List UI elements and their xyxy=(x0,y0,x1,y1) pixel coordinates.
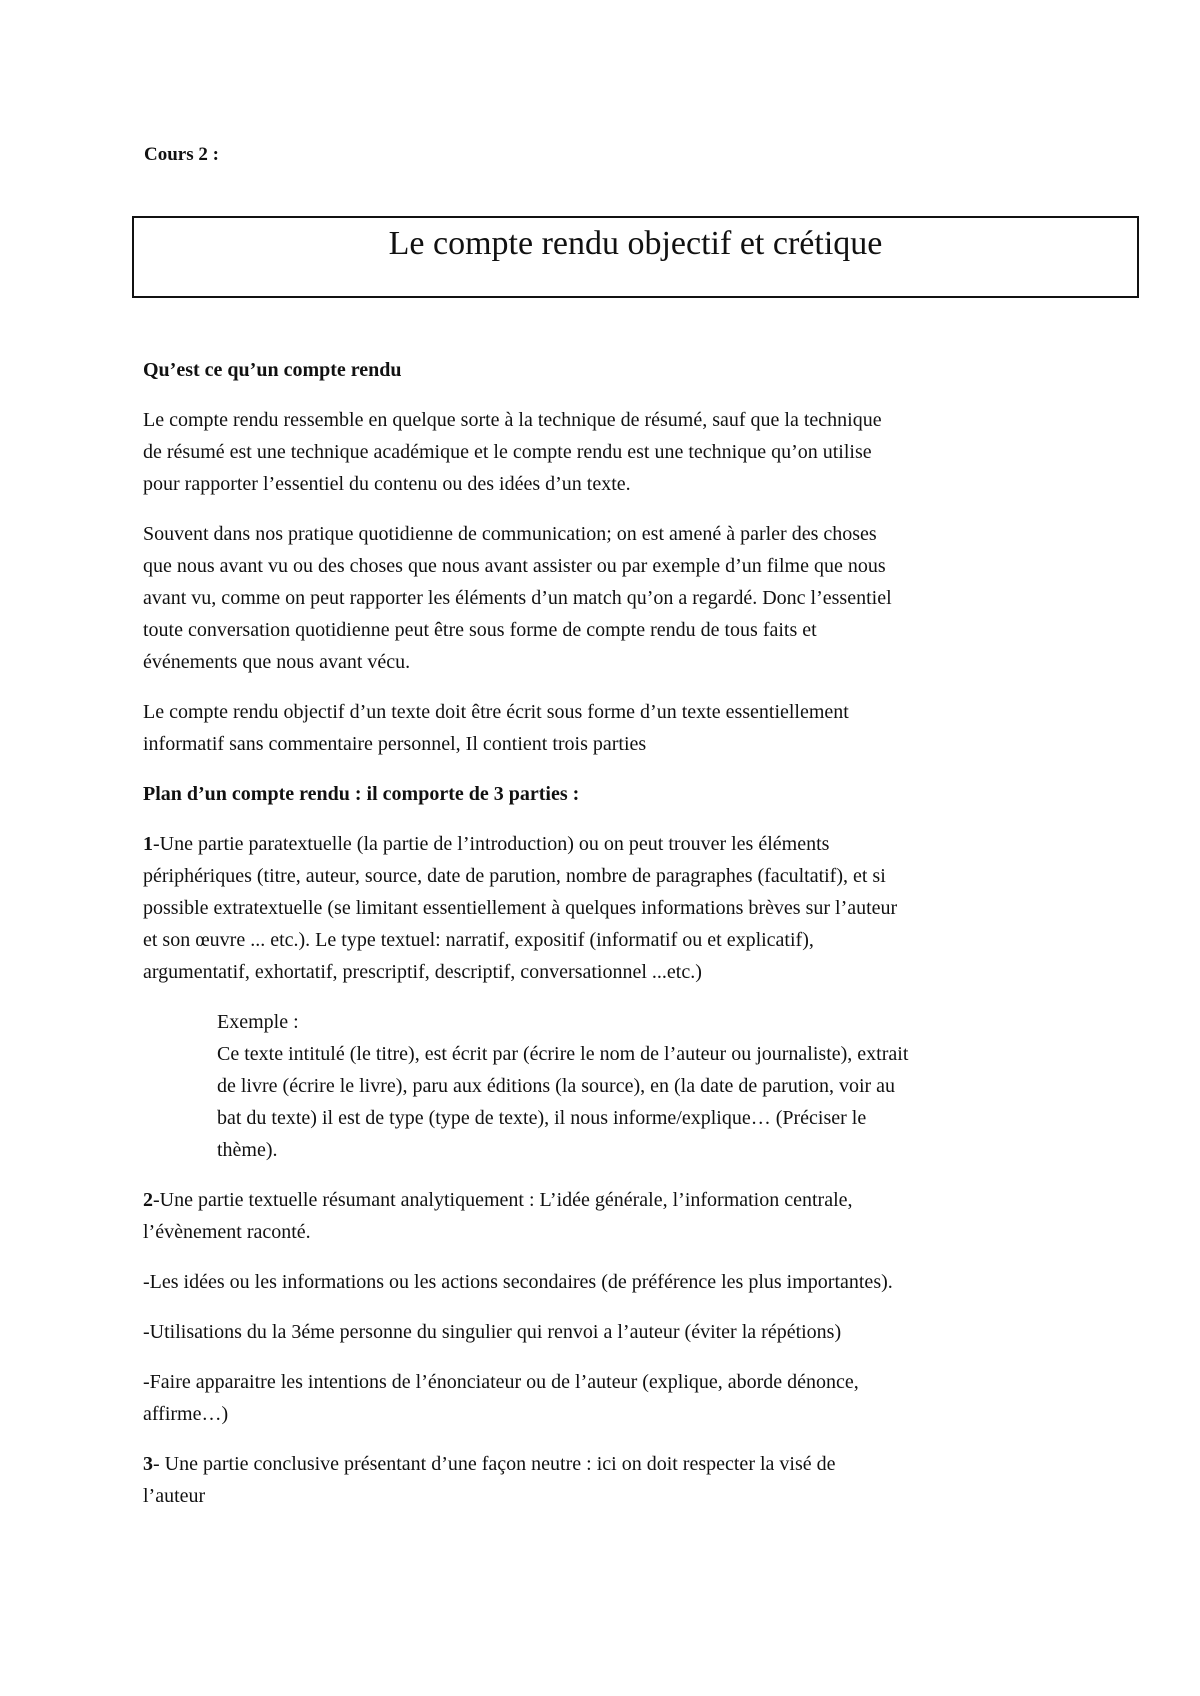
text-line: -Les idées ou les informations ou les actions secondaires (de préférence les plus importantes). xyxy=(143,1271,893,1293)
text-line: informatif sans commentaire personnel, Il contient trois parties xyxy=(143,733,647,755)
part-3 xyxy=(143,1448,1073,1512)
part-1 xyxy=(143,828,1073,988)
text-line: argumentatif, exhortatif, prescriptif, descriptif, conversationnel ...etc.) xyxy=(143,961,702,983)
text-line: -Faire apparaitre les intentions de l’énonciateur ou de l’auteur (explique, aborde dénonce, xyxy=(143,1371,859,1393)
text-line: événements que nous avant vécu. xyxy=(143,651,411,673)
text-run: -Une partie paratextuelle (la partie de l’introduction) ou on peut trouver les éléments xyxy=(153,833,830,855)
document-title: Le compte rendu objectif et crétique xyxy=(388,225,883,262)
title-box xyxy=(132,216,1139,298)
text-line: thème). xyxy=(217,1139,278,1161)
paragraph-objective xyxy=(143,696,1073,760)
text-run: -Une partie textuelle résumant analytiquement : L’idée générale, l’information centrale, xyxy=(153,1189,853,1211)
text-line: affirme…) xyxy=(143,1403,229,1425)
part-2-bullet xyxy=(143,1366,1073,1430)
paragraph-definition xyxy=(143,404,1073,500)
text-line: Ce texte intitulé (le titre), est écrit par (écrire le nom de l’auteur ou journaliste), extrait xyxy=(217,1043,909,1065)
part-2-bullet xyxy=(143,1316,1073,1348)
text-line: de résumé est une technique académique et le compte rendu est une technique qu’on utilise xyxy=(143,441,872,463)
part-number: 3 xyxy=(143,1453,153,1475)
plan-heading: Plan d’un compte rendu : il comporte de 3 parties : xyxy=(143,783,580,805)
example-label: Exemple : xyxy=(217,1011,299,1033)
text-line: Le compte rendu ressemble en quelque sorte à la technique de résumé, sauf que la technique xyxy=(143,409,882,431)
text-line: Le compte rendu objectif d’un texte doit être écrit sous forme d’un texte essentiellement xyxy=(143,701,849,723)
text-line: -Utilisations du la 3éme personne du singulier qui renvoi a l’auteur (éviter la répétions) xyxy=(143,1321,842,1343)
paragraph-everyday xyxy=(143,518,1073,678)
text-run: - Une partie conclusive présentant d’une façon neutre : ici on doit respecter la visé de xyxy=(153,1453,836,1475)
document-body xyxy=(143,354,1073,1530)
text-line: que nous avant vu ou des choses que nous avant assister ou par exemple d’un filme que nous xyxy=(143,555,886,577)
text-line: bat du texte) il est de type (type de texte), il nous informe/explique… (Préciser le xyxy=(217,1107,867,1129)
part-number: 1 xyxy=(143,833,153,855)
section-heading: Qu’est ce qu’un compte rendu xyxy=(143,359,402,381)
part-number: 2 xyxy=(143,1189,153,1211)
text-line: et son œuvre ... etc.). Le type textuel: narratif, expositif (informatif ou et explicatif), xyxy=(143,929,814,951)
text-line xyxy=(143,828,1073,860)
part-2 xyxy=(143,1184,1073,1248)
part-2-bullet xyxy=(143,1266,1073,1298)
text-line: l’évènement raconté. xyxy=(143,1221,311,1243)
text-line xyxy=(143,1184,1073,1216)
course-label: Cours 2 : xyxy=(144,144,219,165)
text-line: toute conversation quotidienne peut être sous forme de compte rendu de tous faits et xyxy=(143,619,817,641)
text-line: périphériques (titre, auteur, source, date de parution, nombre de paragraphes (facultatif), et si xyxy=(143,865,886,887)
text-line: possible extratextuelle (se limitant essentiellement à quelques informations brèves sur l’auteur xyxy=(143,897,898,919)
text-line: pour rapporter l’essentiel du contenu ou des idées d’un texte. xyxy=(143,473,631,495)
example-block xyxy=(217,1006,1073,1166)
text-line: de livre (écrire le livre), paru aux éditions (la source), en (la date de parution, voir au xyxy=(217,1075,896,1097)
text-line: avant vu, comme on peut rapporter les éléments d’un match qu’on a regardé. Donc l’essentiel xyxy=(143,587,892,609)
text-line: Souvent dans nos pratique quotidienne de communication; on est amené à parler des choses xyxy=(143,523,877,545)
text-line xyxy=(143,1448,1073,1480)
text-line: l’auteur xyxy=(143,1485,206,1507)
